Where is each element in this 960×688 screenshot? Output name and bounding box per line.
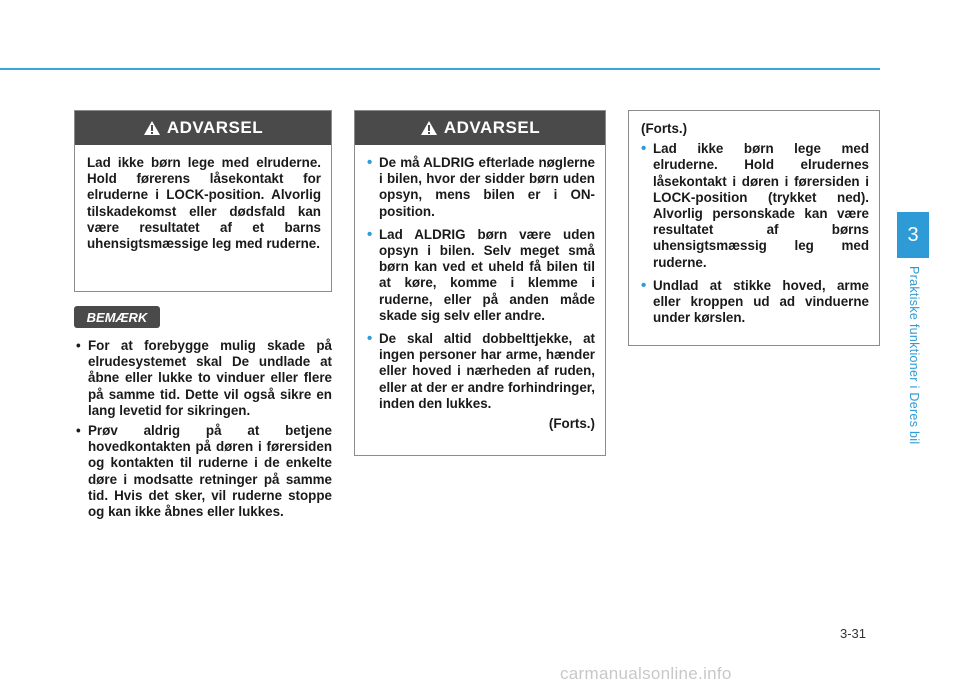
warning-box-1-text: Lad ikke børn lege med elruderne. Hold førerens låsekontakt for elruderne i LOCK-position. Alvorlig tilskadekomst eller dødsfald kan være resultatet af et barns uhensigtsmæssige leg med ruderne. [87, 155, 321, 252]
note-badge: BEMÆRK [74, 306, 160, 328]
warning-box-2-item-1: • De må ALDRIG efterlade nøglerne i bilen, hvor der sidder børn uden opsyn, mens bilen er i ON-position. [367, 155, 595, 220]
top-rule [0, 68, 880, 70]
warning-box-2-header [355, 111, 605, 145]
note-item-1: • For at forebygge mulig skade på elrudesystemet skal De undlade at åbne eller lukke to vinduer eller flere på samme tid. Dette vil også sikre en lang levetid for sikringen. [76, 338, 332, 419]
chapter-tab: 3 [897, 212, 929, 258]
warning-box-2-item-2: • Lad ALDRIG børn være uden opsyn i bilen. Selv meget små børn kan ved et uheld få bilen til at køre, komme i klemme i ruderne, eller på anden måde skade sig selv eller andre. [367, 227, 595, 324]
warning-box-3-continued-from: (Forts.) [641, 121, 688, 136]
warning-box-3 [628, 110, 880, 346]
watermark: carmanualsonline.info [560, 664, 732, 683]
chapter-title: Praktiske funktioner i Deres bil [907, 266, 921, 445]
warning-box-1-header [75, 111, 331, 145]
warning-triangle-icon [420, 120, 438, 136]
note-item-2: • Prøv aldrig på at betjene hovedkontakten på døren i førersiden og kontakten til ruderne i de enkelte døre i modsatte retninger på samme tid. Hvis det sker, vil ruderne stoppe og kan ikke åbnes eller lukkes. [76, 423, 332, 520]
warning-box-1-title: ADVARSEL [166, 118, 264, 137]
warning-box-2-item-3: • De skal altid dobbelttjekke, at ingen personer har arme, hænder eller hoved i nærheden af ruden, eller at der er andre forhindringer, inden den lukkes. [367, 331, 595, 412]
warning-box-2-title: ADVARSEL [443, 118, 541, 137]
warning-box-3-item-2: • Undlad at stikke hoved, arme eller kroppen ud ad vinduerne under kørslen. [641, 278, 869, 327]
warning-box-1 [74, 110, 332, 292]
note-list [76, 338, 332, 524]
warning-triangle-icon [143, 120, 161, 136]
warning-box-2-continued: (Forts.) [548, 416, 595, 432]
warning-box-3-item-1: • Lad ikke børn lege med elruderne. Hold elrudernes låsekontakt i døren i førersiden i LOCK-position (trykket ned). Alvorlig personskade kan være resultatet af børns uhensigtsmæssig leg med ruderne. [641, 141, 869, 271]
warning-box-2 [354, 110, 606, 456]
page-number: 3-31 [840, 626, 867, 641]
